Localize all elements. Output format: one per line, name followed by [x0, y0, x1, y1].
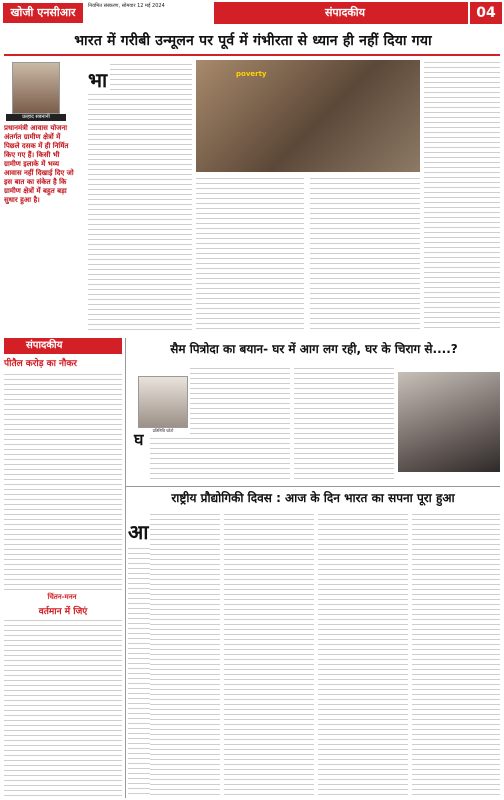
- lead-column-4: [424, 60, 500, 332]
- editorial-body: [4, 372, 122, 590]
- lead-column-3: [310, 176, 420, 332]
- lead-dropcap: भा: [88, 68, 108, 92]
- vartaman-title: वर्तमान में जिएं: [38, 607, 88, 617]
- story2-headline: सैम पित्रोदा का बयान- घर में आग लग रही, घर के चिराग से....?: [170, 342, 458, 356]
- chintan-label: चिंतन-मनन: [47, 593, 77, 601]
- edition-info: नियमित संस्करण, सोमवार 12 मई 2024: [88, 3, 165, 9]
- sam-pitroda-photo: [398, 372, 500, 472]
- story3-dropcap: आ: [128, 520, 149, 544]
- author-photo: [12, 62, 60, 114]
- poverty-photo: [196, 60, 420, 172]
- pull-quote: प्रधानमंत्री आवास योजना अंतर्गत ग्रामीण क्षेत्रों में पिछले दसक में ही निर्मित किए गए हैं। किसी भी ग्रामीण इलाके में भव्य आवास नहीं दिखाई दिए जो इस बात का संकेत है कि ग्रामीण क्षेत्रों में बहुत बड़ा सुधार हुआ है।: [4, 124, 74, 204]
- section-title: संपादकीय: [324, 6, 366, 19]
- headline-rule: [4, 54, 500, 56]
- pitroda-photo: [138, 376, 188, 428]
- editorial-label-band: [4, 338, 122, 354]
- vartaman-body: [4, 618, 122, 796]
- author-name: प्रल्हाद सबनानी: [6, 114, 66, 121]
- lead-column-2: [196, 176, 304, 332]
- page-number: 04: [470, 2, 502, 24]
- story3-column-2: [224, 512, 314, 796]
- story2-column-1b: [150, 436, 190, 482]
- photo-caption: प्रतिनिधि फोटो: [152, 428, 174, 433]
- lead-column-1b: [88, 92, 192, 332]
- story3-column-1b: [128, 546, 150, 796]
- story2-dropcap: घ: [134, 430, 144, 449]
- newspaper-logo: खोजी एनसीआर: [3, 3, 83, 23]
- story2-column-1: [190, 366, 290, 482]
- story3-column-4: [412, 512, 500, 796]
- photo-tag: poverty: [236, 70, 267, 78]
- story2-column-2: [294, 366, 394, 482]
- story3-column-1: [150, 512, 220, 796]
- editorial-title: पीतैल करोड़ का नौकर: [4, 359, 77, 369]
- column-divider: [125, 338, 126, 798]
- story3-headline: राष्ट्रीय प्रौद्योगिकी दिवस : आज के दिन भारत का सपना पूरा हुआ: [171, 491, 455, 505]
- story3-column-3: [318, 512, 408, 796]
- story-divider: [126, 486, 500, 487]
- lead-headline: भारत में गरीबी उन्मूलन पर पूर्व में गंभीरता से ध्यान ही नहीं दिया गया: [74, 33, 432, 49]
- editorial-label: संपादकीय: [26, 340, 63, 351]
